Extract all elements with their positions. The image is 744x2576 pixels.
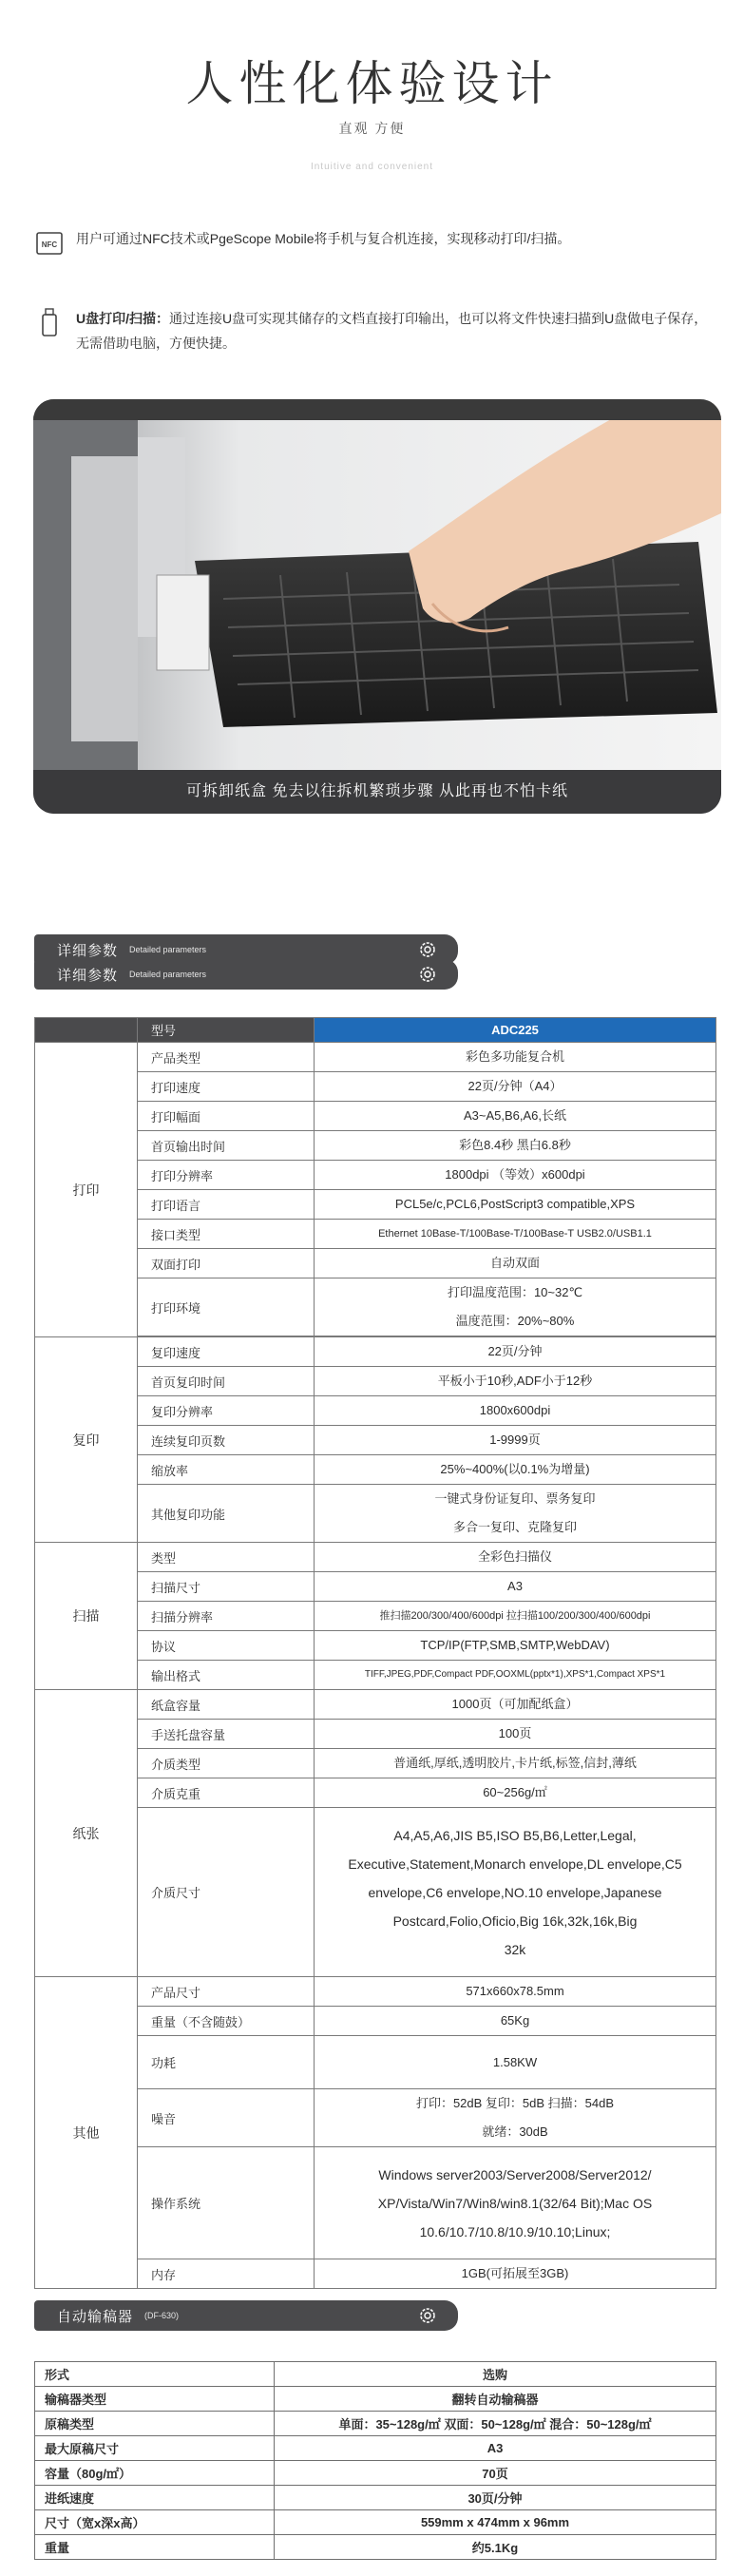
df-value: 70页 (275, 2461, 716, 2486)
page-subtitle-en: Intuitive and convenient (310, 162, 434, 172)
spec-name: 首页复印时间 (138, 1367, 315, 1396)
feature-nfc (32, 226, 716, 260)
df-key: 原稿类型 (35, 2412, 275, 2436)
df-value: A3 (275, 2436, 716, 2461)
paper-tray-photo (33, 399, 721, 814)
spec-name: 复印分辨率 (138, 1396, 315, 1426)
spec-value-line: 温度范围：20%~80% (455, 1314, 575, 1328)
spec-value-line: 打印温度范围：10~32℃ (447, 1285, 583, 1299)
spec-value: 1000页（可加配纸盒） (315, 1690, 716, 1720)
group-paper: 纸张 (35, 1690, 138, 1977)
df-value: 30页/分钟 (275, 2486, 716, 2510)
df-title-zh: 自动输稿器 (57, 2308, 134, 2325)
group-scan: 扫描 (35, 1543, 138, 1690)
gear-icon (418, 965, 437, 984)
detail-title-zh-2: 详细参数 (57, 967, 119, 984)
spec-value: Ethernet 10Base-T/100Base-T/100Base-T USB2.0/USB1.1 (315, 1220, 716, 1249)
spec-name: 介质类型 (138, 1749, 315, 1778)
detail-title-en: Detailed parameters (129, 945, 207, 954)
spec-value: PCL5e/c,PCL6,PostScript3 compatible,XPS (315, 1190, 716, 1220)
detail-title-zh: 详细参数 (57, 942, 119, 959)
df-value: 翻转自动输稿器 (275, 2387, 716, 2412)
spec-value: 1GB(可拓展至3GB) (315, 2259, 716, 2289)
spec-name: 重量（不含随鼓） (138, 2007, 315, 2036)
df-key: 形式 (35, 2362, 275, 2387)
spec-name: 打印环境 (138, 1278, 315, 1336)
df-title-en: (DF-630) (144, 2311, 180, 2320)
feature-usb-text (76, 306, 716, 356)
gear-icon (418, 2306, 437, 2325)
spec-name: 输出格式 (138, 1661, 315, 1690)
photo-caption: 可拆卸纸盒 免去以往拆机繁琐步骤 从此再也不怕卡纸 (33, 770, 721, 814)
spec-name: 噪音 (138, 2089, 315, 2147)
table-row (35, 1778, 716, 1808)
spec-value: 1800x600dpi (315, 1396, 716, 1426)
spec-value (315, 2089, 716, 2147)
spec-value (315, 1485, 716, 1543)
page-subtitle: 直观 方便 (338, 121, 406, 136)
table-row (35, 1749, 716, 1778)
spec-value: 1.58KW (315, 2036, 716, 2089)
table-row (35, 2089, 716, 2147)
spec-name: 协议 (138, 1631, 315, 1661)
spec-value: 平板小于10秒,ADF小于12秒 (315, 1367, 716, 1396)
table-row (35, 2147, 716, 2259)
spec-value: 彩色多功能复合机 (315, 1043, 716, 1072)
group-other: 其他 (35, 1977, 138, 2289)
table-row (35, 1720, 716, 1749)
group-print: 打印 (35, 1043, 138, 1337)
table-row (35, 1690, 716, 1720)
spec-name: 连续复印页数 (138, 1426, 315, 1455)
spec-value-line: XP/Vista/Win7/Win8/win8.1(32/64 Bit);Mac OS (377, 2195, 653, 2211)
spec-value: TCP/IP(FTP,SMB,SMTP,WebDAV) (315, 1631, 716, 1661)
df-key: 重量 (35, 2535, 275, 2560)
df-value: 约5.1Kg (275, 2535, 716, 2560)
df-key: 尺寸（宽x深x高） (35, 2510, 275, 2535)
nfc-icon (32, 226, 67, 260)
table-row (35, 1602, 716, 1631)
paper-tray-illustration (33, 399, 721, 814)
table-row (35, 1161, 716, 1190)
table-row (35, 1572, 716, 1602)
spec-header-empty (35, 1018, 138, 1043)
table-row (35, 1808, 716, 1977)
spec-name: 打印分辨率 (138, 1161, 315, 1190)
spec-value-line: 多合一复印、克隆复印 (452, 1520, 577, 1534)
spec-name: 介质尺寸 (138, 1808, 315, 1977)
spec-value: 571x660x78.5mm (315, 1977, 716, 2007)
table-row (35, 1072, 716, 1102)
table-row (35, 1661, 716, 1690)
table-row (35, 1220, 716, 1249)
spec-table (34, 1017, 716, 2289)
df-key: 进纸速度 (35, 2486, 275, 2510)
spec-value: 自动双面 (315, 1249, 716, 1278)
spec-value: TIFF,JPEG,PDF,Compact PDF,OOXML(pptx*1),XPS*1,Compact XPS*1 (315, 1661, 716, 1690)
spec-value: 100页 (315, 1720, 716, 1749)
spec-name: 打印速度 (138, 1072, 315, 1102)
table-row (35, 1337, 716, 1367)
spec-value: 60~256g/㎡ (315, 1778, 716, 1808)
spec-value-line: 10.6/10.7/10.8/10.9/10.10;Linux; (419, 2223, 611, 2240)
spec-value: 65Kg (315, 2007, 716, 2036)
model-value: ADC225 (315, 1018, 716, 1043)
spec-name: 打印语言 (138, 1190, 315, 1220)
df-value: 选购 (275, 2362, 716, 2387)
spec-header-row (35, 1018, 716, 1043)
svg-text:NFC: NFC (41, 240, 58, 249)
spec-name: 产品类型 (138, 1043, 315, 1072)
df-key: 最大原稿尺寸 (35, 2436, 275, 2461)
table-row (35, 1977, 716, 2007)
spec-name: 缩放率 (138, 1455, 315, 1485)
spec-name: 扫描尺寸 (138, 1572, 315, 1602)
spec-name: 类型 (138, 1543, 315, 1572)
spec-value: 彩色8.4秒 黑白6.8秒 (315, 1131, 716, 1161)
spec-value: A3 (315, 1572, 716, 1602)
gear-icon (418, 940, 437, 959)
detail-section-header-2 (34, 959, 458, 990)
spec-name: 手送托盘容量 (138, 1720, 315, 1749)
feature-usb-label: U盘打印/扫描： (76, 311, 169, 326)
spec-value: 1800dpi （等效）x600dpi (315, 1161, 716, 1190)
spec-value-line: 打印：52dB 复印：5dB 扫描：54dB (415, 2096, 615, 2110)
spec-value (315, 1808, 716, 1977)
group-copy: 复印 (35, 1337, 138, 1543)
spec-name: 打印幅面 (138, 1102, 315, 1131)
spec-value (315, 1278, 716, 1336)
spec-name: 复印速度 (138, 1337, 315, 1367)
spec-value: 25%~400%(以0.1%为增量) (315, 1455, 716, 1485)
table-row (35, 1367, 716, 1396)
table-row (35, 1102, 716, 1131)
usb-icon (32, 306, 67, 340)
table-row (35, 1396, 716, 1426)
table-row (35, 2461, 716, 2486)
spec-name: 操作系统 (138, 2147, 315, 2259)
spec-value: 22页/分钟（A4） (315, 1072, 716, 1102)
feature-usb-desc: 通过连接U盘可实现其储存的文档直接打印输出，也可以将文件快速扫描到U盘做电子保存，无需借助电脑，方便快捷。 (76, 311, 708, 351)
table-row (35, 1249, 716, 1278)
df-key: 输稿器类型 (35, 2387, 275, 2412)
table-row (35, 2036, 716, 2089)
spec-value-line: 32k (504, 1941, 526, 1957)
spec-value: 推扫描200/300/400/600dpi 拉扫描100/200/300/400/600dpi (315, 1602, 716, 1631)
table-row (35, 1190, 716, 1220)
spec-value-line: Postcard,Folio,Oficio,Big 16k,32k,16k,Big (392, 1913, 638, 1929)
table-row (35, 1631, 716, 1661)
table-row (35, 2510, 716, 2535)
df-table (34, 2361, 716, 2560)
spec-value-line: Windows server2003/Server2008/Server2012/ (378, 2166, 652, 2182)
spec-name: 扫描分辨率 (138, 1602, 315, 1631)
df-value: 559mm x 474mm x 96mm (275, 2510, 716, 2535)
table-row (35, 2362, 716, 2387)
table-row (35, 2486, 716, 2510)
spec-value: 1-9999页 (315, 1426, 716, 1455)
spec-value: 22页/分钟 (315, 1337, 716, 1367)
feature-usb (32, 306, 716, 356)
spec-name: 接口类型 (138, 1220, 315, 1249)
table-row (35, 2259, 716, 2289)
spec-value: 全彩色扫描仪 (315, 1543, 716, 1572)
table-row (35, 1543, 716, 1572)
df-value: 单面：35~128g/㎡ 双面：50~128g/㎡ 混合：50~128g/㎡ (275, 2412, 716, 2436)
table-row (35, 1455, 716, 1485)
detail-title-en-2: Detailed parameters (129, 970, 207, 979)
table-row (35, 2412, 716, 2436)
spec-name: 首页输出时间 (138, 1131, 315, 1161)
table-row (35, 1131, 716, 1161)
table-row (35, 2007, 716, 2036)
spec-value: A3~A5,B6,A6,长纸 (315, 1102, 716, 1131)
table-row (35, 1043, 716, 1072)
table-row (35, 2387, 716, 2412)
spec-value-line: envelope,C6 envelope,NO.10 envelope,Japanese (368, 1884, 662, 1900)
model-label: 型号 (138, 1018, 315, 1043)
table-row (35, 1426, 716, 1455)
spec-name: 纸盒容量 (138, 1690, 315, 1720)
spec-value: 普通纸,厚纸,透明胶片,卡片纸,标签,信封,薄纸 (315, 1749, 716, 1778)
spec-value-line: 就绪：30dB (482, 2124, 548, 2139)
df-section-header (34, 2300, 458, 2331)
df-key: 容量（80g/㎡） (35, 2461, 275, 2486)
table-row (35, 2436, 716, 2461)
spec-value-line: Executive,Statement,Monarch envelope,DL envelope,C5 (348, 1855, 682, 1872)
spec-value-line: A4,A5,A6,JIS B5,ISO B5,B6,Letter,Legal, (393, 1827, 637, 1843)
spec-name: 内存 (138, 2259, 315, 2289)
feature-nfc-text: 用户可通过NFC技术或PgeScope Mobile将手机与复合机连接，实现移动打印/扫描。 (76, 231, 571, 246)
table-row (35, 1278, 716, 1336)
spec-name: 功耗 (138, 2036, 315, 2089)
spec-value (315, 2147, 716, 2259)
spec-name: 双面打印 (138, 1249, 315, 1278)
page-title: 人性化体验设计 (185, 57, 559, 110)
table-row (35, 2535, 716, 2560)
spec-name: 产品尺寸 (138, 1977, 315, 2007)
spec-value-line: 一键式身份证复印、票务复印 (434, 1491, 596, 1506)
spec-name: 其他复印功能 (138, 1485, 315, 1543)
spec-name: 介质克重 (138, 1778, 315, 1808)
table-row (35, 1485, 716, 1543)
